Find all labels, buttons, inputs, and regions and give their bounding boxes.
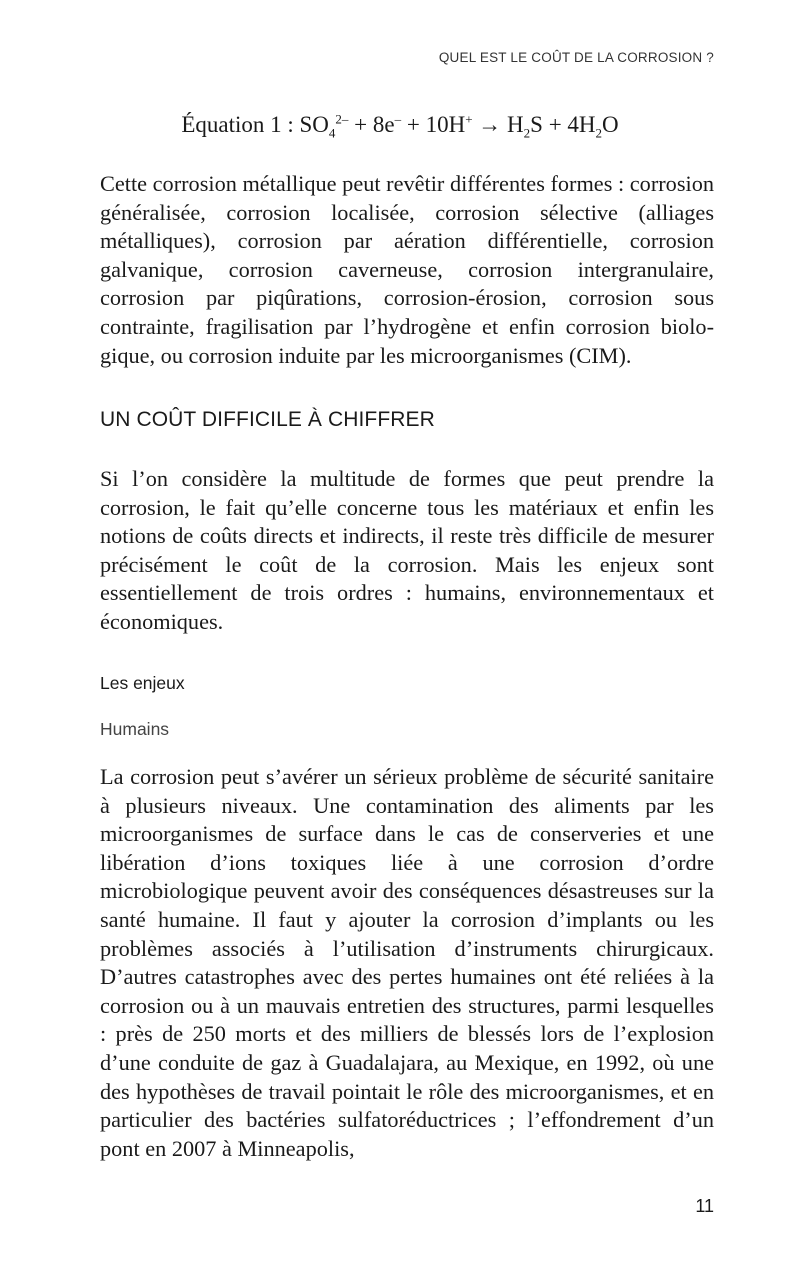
- paragraph-cost-intro: Si l’on considère la multitude de formes que peut prendre la corrosion, le fait qu’elle concerne tous les matériaux et enfin les notions de coûts directs et indirects, il reste très difficile de mesurer précisément le coût de la corrosion. Mais les enjeux sont essentiellement de trois ordres : humains, environnementaux et économiques.: [100, 466, 714, 634]
- subsection-heading: Les enjeux: [100, 673, 185, 693]
- equation-subscript: 4: [328, 125, 336, 141]
- equation-term: → H: [472, 112, 524, 137]
- equation-subscript: 2: [523, 125, 531, 141]
- running-header: QUEL EST LE COÛT DE LA CORROSION ?: [438, 50, 714, 65]
- equation-term: + 10H: [401, 112, 466, 137]
- equation-superscript: +: [465, 111, 473, 127]
- paragraph-human-stakes: La corrosion peut s’avérer un sérieux problème de sécurité sanitaire à plusieurs niveaux. Une contamination des aliments par les microorganismes de surface dans le cas de conserveries et une libération d’ions toxiques liée à une corrosion d’ordre microbiologique peuvent avoir des conséquences désastreuses sur la santé humaine. Il faut y ajouter la corrosion d’implants ou les problèmes associés à l’utilisation d’instruments chirurgicaux. D’autres catastrophes avec des pertes humaines ont été reliées à la corrosion ou à un mauvais entretien des structures, parmi lesquelles : près de 250 morts et des milliers de blessés lors de l’explosion d’une conduite de gaz à Guadalajara, au Mexique, en 1992, où une des hypothèses de travail pointait le rôle des microorganismes, et en particulier des bactéries sulfatoréductrices ; l’effondrement d’un pont en 2007 à Minneapolis,: [100, 764, 714, 1161]
- section-heading: UN COÛT DIFFICILE À CHIFFRER: [100, 408, 435, 431]
- equation-1: [0, 111, 800, 141]
- equation-label: Équation 1 : SO: [181, 112, 329, 137]
- page-number: 11: [695, 1196, 714, 1216]
- equation-term: S + 4H: [530, 112, 596, 137]
- equation-superscript: 2–: [335, 111, 349, 127]
- equation-superscript: –: [394, 111, 402, 127]
- subsubsection-heading: Humains: [100, 719, 170, 739]
- equation-subscript: 2: [595, 125, 603, 141]
- paragraph-corrosion-forms: Cette corrosion métallique peut revêtir différentes formes : corrosion généralisée, corrosion localisée, corrosion sélective (alliages métalliques), corrosion par aération différentielle, corrosion galvanique, corrosion caverneuse, corrosion intergranulaire, corrosion par piqûrations, corrosion-érosion, corrosion sous contrainte, fragilisation par l’hydrogène et enfin corrosion biologique, ou corrosion induite par les microorganismes (CIM).: [100, 171, 714, 368]
- equation-term: + 8e: [348, 112, 395, 137]
- equation-term: O: [602, 112, 619, 137]
